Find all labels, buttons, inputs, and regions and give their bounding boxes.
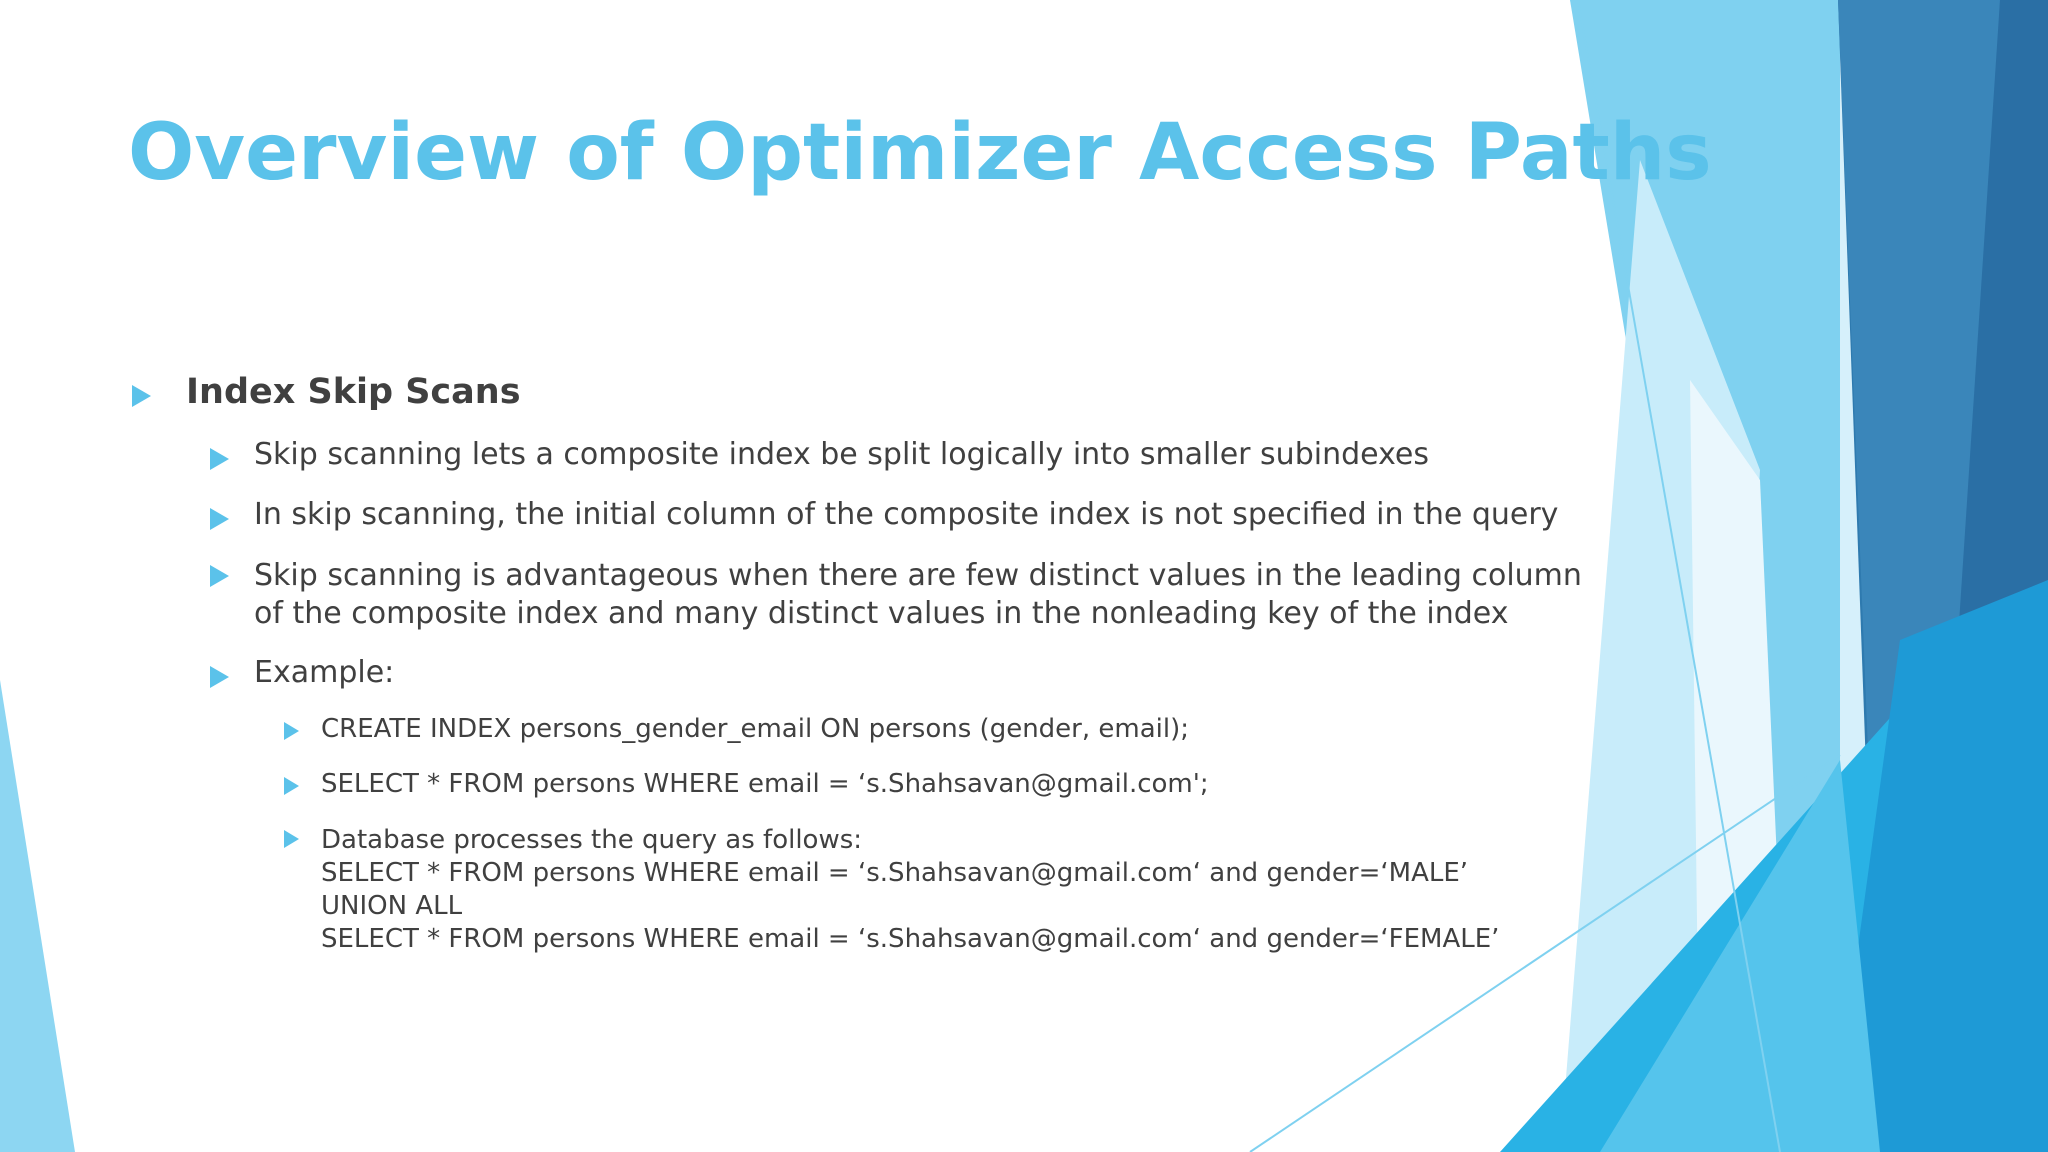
bullet-arrow-icon [210, 508, 229, 530]
point-text-line-1: Skip scanning is advantageous when there are few distinct values in the leading column [254, 558, 1582, 593]
example-line-3 [321, 824, 1499, 956]
point-text-line-2: of the composite index and many distinct values in the nonleading key of the index [254, 596, 1509, 631]
point-text: Skip scanning lets a composite index be split logically into smaller subindexes [254, 437, 1429, 472]
heading-text: Index Skip Scans [186, 372, 521, 412]
slide-title: Overview of Optimizer Access Paths [128, 108, 1712, 198]
bullet-heading [186, 372, 521, 412]
example-text: SELECT * FROM persons WHERE email = ‘s.Shahsavan@gmail.com'; [321, 769, 1209, 799]
example-text: SELECT * FROM persons WHERE email = ‘s.Shahsavan@gmail.com‘ and gender=‘FEMALE’ [321, 924, 1500, 954]
bullet-point-2 [254, 497, 1558, 532]
bullet-point-3 [254, 557, 1582, 633]
example-text: SELECT * FROM persons WHERE email = ‘s.Shahsavan@gmail.com‘ and gender=‘MALE’ [321, 858, 1469, 888]
example-text: Database processes the query as follows: [321, 825, 863, 855]
left-accent-shape [0, 680, 75, 1152]
bullet-point-1 [254, 437, 1429, 472]
bullet-arrow-icon [284, 777, 299, 795]
example-line-2 [321, 769, 1209, 799]
bullet-point-4 [254, 655, 394, 690]
bullet-arrow-icon [210, 448, 229, 470]
example-line-1 [321, 714, 1189, 744]
point-text: In skip scanning, the initial column of the composite index is not specified in the query [254, 497, 1559, 532]
bullet-arrow-icon [132, 385, 151, 407]
example-text: UNION ALL [321, 891, 463, 921]
bullet-arrow-icon [284, 722, 299, 740]
example-text: CREATE INDEX persons_gender_email ON persons (gender, email); [321, 714, 1189, 744]
bullet-arrow-icon [284, 830, 299, 848]
bullet-arrow-icon [210, 565, 229, 587]
bullet-arrow-icon [210, 666, 229, 688]
point-text: Example: [254, 655, 395, 690]
